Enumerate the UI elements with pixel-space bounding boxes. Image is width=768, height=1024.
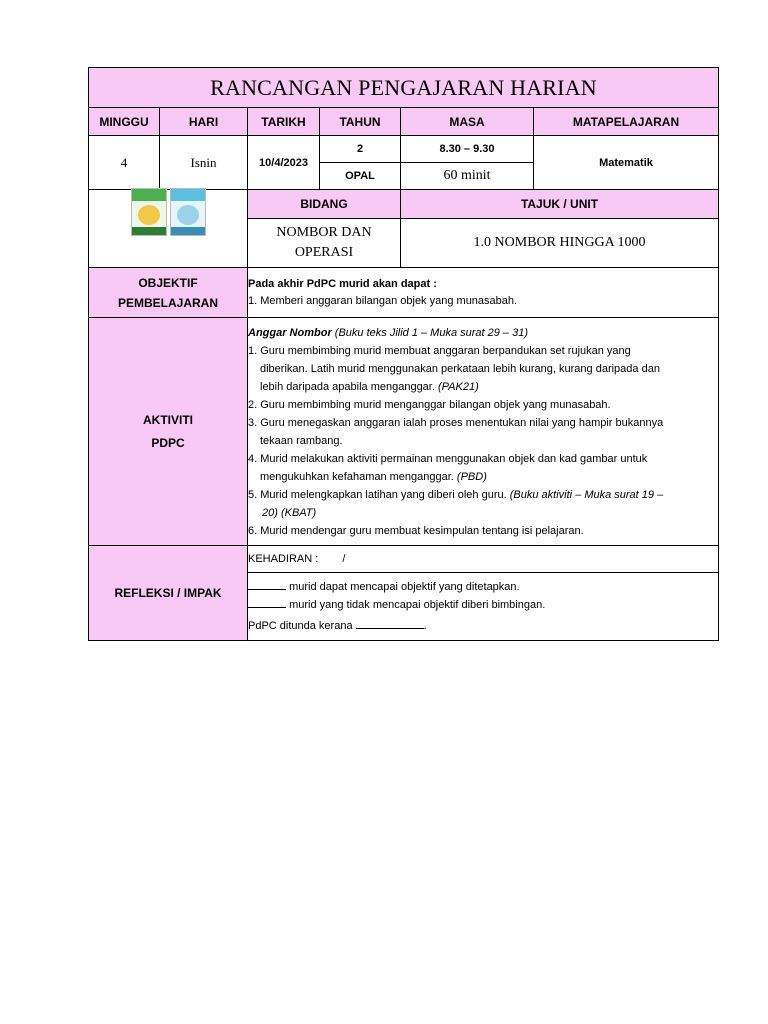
aktiviti-step-3-line1: 3. Guru menegaskan anggaran ialah proses menentukan nilai yang hampir bukannya <box>248 416 664 429</box>
objektif-label <box>89 268 248 318</box>
aktiviti-step-5-ref2: 20) (KBAT) <box>262 506 317 519</box>
aktiviti-heading <box>248 324 718 342</box>
textbook-cover-icon <box>131 188 167 236</box>
refleksi-line-3-end: . <box>423 620 427 632</box>
value-masa: 8.30 – 9.30 <box>401 136 534 163</box>
aktiviti-step-5-text: 5. Murid melengkapkan latihan yang diberi oleh guru. <box>248 488 507 501</box>
value-hari: Isnin <box>160 136 248 190</box>
aktiviti-step-4-line2-text: mengukuhkan kefahaman menganggar. <box>260 470 454 483</box>
activity-book-cover-icon <box>170 188 206 236</box>
bidang-value-line2: OPERASI <box>294 245 354 260</box>
header-tahun: TAHUN <box>320 108 401 136</box>
value-kelas: OPAL <box>320 163 401 190</box>
aktiviti-step-1-tag: (PAK21) <box>437 380 479 393</box>
value-durasi: 60 minit <box>401 163 534 190</box>
bidang-value-line1: NOMBOR DAN <box>276 225 372 240</box>
aktiviti-label-line1: AKTIVITI <box>143 412 193 427</box>
value-tarikh: 10/4/2023 <box>248 136 320 190</box>
refleksi-line-1 <box>248 578 718 596</box>
aktiviti-step-6: 6. Murid mendengar guru membuat kesimpulan tentang isi pelajaran. <box>248 524 584 537</box>
refleksi-line-3 <box>248 617 718 635</box>
header-minggu: MINGGU <box>89 108 160 136</box>
lesson-plan-table <box>88 67 719 641</box>
header-matapelajaran: MATAPELAJARAN <box>534 108 719 136</box>
value-matapelajaran: Matematik <box>534 136 719 190</box>
aktiviti-step-1-line2: diberikan. Latih murid menggunakan perkataan lebih kurang, kurang daripada dan <box>260 362 660 375</box>
aktiviti-label <box>89 318 248 546</box>
aktiviti-content <box>248 318 719 546</box>
objektif-intro: Pada akhir PdPC murid akan dapat : <box>248 277 437 290</box>
refleksi-blank-2[interactable] <box>248 596 286 608</box>
refleksi-line-3-text: PdPC ditunda kerana <box>248 620 353 632</box>
refleksi-blank-3[interactable] <box>356 617 424 629</box>
aktiviti-step-1-line3-text: lebih daripada apabila menganggar. <box>260 380 435 393</box>
aktiviti-step-5-ref: (Buku aktiviti – Muka surat 19 – <box>509 488 664 501</box>
bidang-label: BIDANG <box>248 190 401 219</box>
aktiviti-step-1-line3 <box>248 378 718 396</box>
aktiviti-step-4-line1: 4. Murid melakukan aktiviti permainan menggunakan objek dan kad gambar untuk <box>248 452 648 465</box>
objektif-content <box>248 268 719 318</box>
kehadiran-label: KEHADIRAN : <box>248 553 319 565</box>
refleksi-line-2 <box>248 596 718 614</box>
aktiviti-step-1-line1: 1. Guru membimbing murid membuat anggaran berpandukan set rujukan yang <box>248 344 631 357</box>
value-minggu: 4 <box>89 136 160 190</box>
page-title: RANCANGAN PENGAJARAN HARIAN <box>89 68 719 108</box>
kehadiran-separator: / <box>342 553 346 565</box>
objektif-label-line2: PEMBELAJARAN <box>117 295 218 310</box>
aktiviti-heading-title: Anggar Nombor <box>248 326 332 339</box>
objektif-label-line1: OBJEKTIF <box>138 275 198 290</box>
header-tarikh: TARIKH <box>248 108 320 136</box>
header-masa: MASA <box>401 108 534 136</box>
refleksi-label: REFLEKSI / IMPAK <box>89 546 248 641</box>
aktiviti-step-5-line2 <box>248 504 718 522</box>
tajuk-label: TAJUK / UNIT <box>401 190 719 219</box>
aktiviti-step-4-line2 <box>248 468 718 486</box>
objektif-item-1: 1. Memberi anggaran bilangan objek yang munasabah. <box>248 294 518 307</box>
header-hari: HARI <box>160 108 248 136</box>
refleksi-blank-1[interactable] <box>248 578 286 590</box>
aktiviti-step-3-line2: tekaan rambang. <box>260 434 343 447</box>
aktiviti-label-line2: PDPC <box>151 435 185 450</box>
aktiviti-step-4-tag: (PBD) <box>456 470 487 483</box>
book-covers <box>89 190 248 268</box>
bidang-value <box>248 219 401 268</box>
refleksi-line-2-text: murid yang tidak mencapai objektif diberi bimbingan. <box>289 599 546 611</box>
kehadiran-row <box>248 546 719 573</box>
tajuk-value: 1.0 NOMBOR HINGGA 1000 <box>401 219 719 268</box>
refleksi-content <box>248 573 719 641</box>
value-tahun: 2 <box>320 136 401 163</box>
aktiviti-step-5-line1 <box>248 486 718 504</box>
aktiviti-step-2: 2. Guru membimbing murid menganggar bilangan objek yang munasabah. <box>248 398 611 411</box>
refleksi-line-1-text: murid dapat mencapai objektif yang ditetapkan. <box>289 581 520 593</box>
aktiviti-heading-ref: (Buku teks Jilid 1 – Muka surat 29 – 31) <box>334 326 529 339</box>
